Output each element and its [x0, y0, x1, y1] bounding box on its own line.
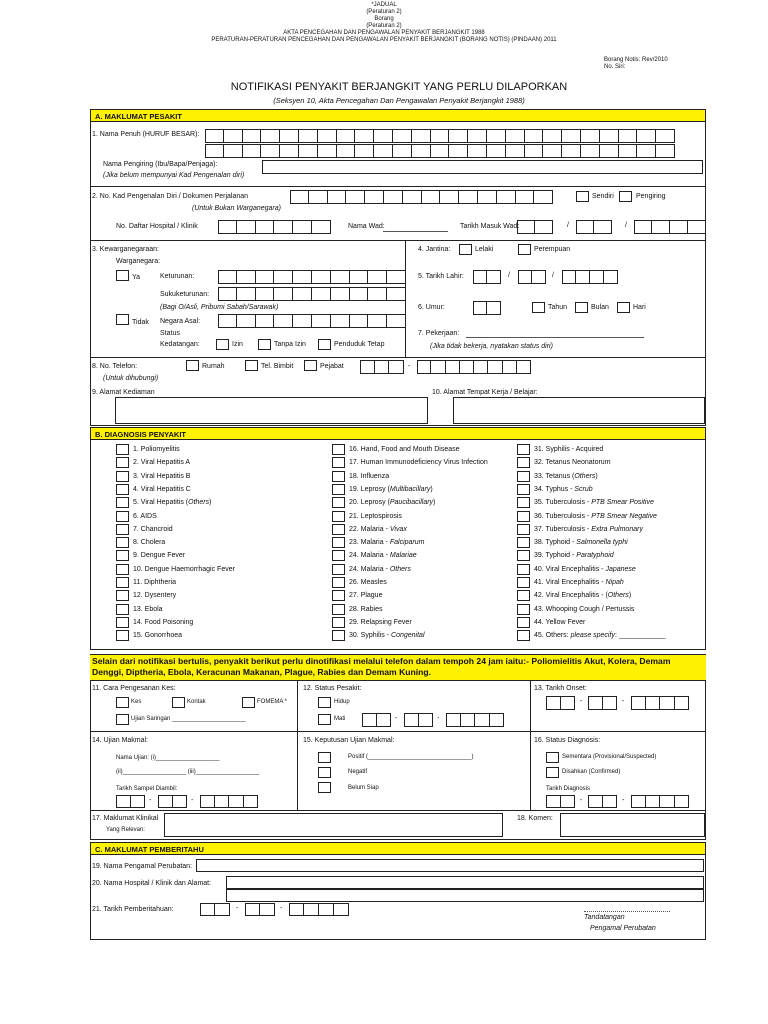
diagnosis-label: 20. Leprosy (Paucibacillary): [349, 499, 436, 507]
pengamal-input[interactable]: [196, 859, 704, 872]
diagnosis-checkbox[interactable]: [116, 484, 129, 495]
diagnosis-label: 28. Rabies: [349, 605, 383, 613]
diagnosis-checkbox[interactable]: [517, 550, 530, 561]
diagnosis-checkbox[interactable]: [517, 617, 530, 628]
tarikh-lahir-label: 5. Tarikh Lahir:: [418, 273, 464, 280]
tarikh-lahir-day[interactable]: [473, 270, 501, 284]
sukuketurunan-input[interactable]: [218, 287, 406, 301]
cara-pengesanan-label: 11. Cara Pengesanan Kes:: [92, 685, 176, 692]
diagnosis-label: 2. Viral Hepatitis A: [133, 459, 191, 467]
status-diagnosis-label: 16. Status Diagnosis:: [534, 737, 601, 744]
diagnosis-label: 43. Whooping Cough / Pertussis: [534, 605, 635, 613]
diagnosis-label: 23. Malaria - Falciparum: [349, 539, 425, 547]
section-c-header: C. MAKLUMAT PEMBERITAHU: [90, 842, 706, 855]
diagnosis-label: 13. Ebola: [133, 605, 163, 613]
page-subtitle: (Seksyen 10, Akta Pencegahan Dan Pengawalan Penyakit Berjangkit 1988): [273, 96, 525, 105]
kes-label: Kes: [131, 699, 142, 705]
signature-line[interactable]: [584, 911, 670, 912]
tarikh-diagnosis-label: Tarikh Diagnosis: [546, 786, 591, 792]
izin-checkbox[interactable]: [216, 339, 229, 350]
jadual-label: *JADUAL: [371, 2, 397, 8]
diagnosis-label: 14. Food Poisoning: [133, 618, 194, 626]
diagnosis-label: 39. Typhoid - Paratyphoid: [534, 552, 614, 560]
ujian-saringan-label: Ujian Saringan ______________________: [131, 716, 246, 722]
diagnosis-checkbox[interactable]: [116, 564, 129, 575]
mati-date-month[interactable]: [404, 713, 433, 727]
diagnosis-label: 27. Plague: [349, 592, 383, 600]
perempuan-checkbox[interactable]: [518, 244, 531, 255]
nama-penuh-label: 1. Nama Penuh (HURUF BESAR):: [92, 131, 200, 138]
diagnosis-label: 11. Diphtheria: [133, 579, 177, 586]
diagnosis-label: 22. Malaria - Vivax: [349, 525, 407, 533]
diagnosis-label: 41. Viral Encephalitis - Nipah: [534, 579, 624, 586]
alamat-kerja-label: 10. Alamat Tempat Kerja / Belajar:: [432, 389, 538, 396]
pekerjaan-note: (Jika tidak bekerja, nyatakan status diri): [430, 343, 553, 350]
jantina-label: 4. Jantina:: [418, 246, 451, 253]
hidup-label: Hidup: [334, 699, 350, 705]
negatif-checkbox[interactable]: [318, 767, 331, 778]
diagnosis-checkbox[interactable]: [332, 471, 345, 482]
diagnosis-checkbox[interactable]: [116, 537, 129, 548]
alamat-kediaman-input[interactable]: [115, 397, 428, 424]
penduduk-tetap-checkbox[interactable]: [318, 339, 331, 350]
tel-bimbit-label: Tel. Bimbit: [261, 363, 294, 370]
diagnosis-checkbox[interactable]: [116, 577, 129, 588]
komen-label: 18. Komen:: [517, 815, 553, 822]
diagnosis-label: 1. Poliomyelitis: [133, 446, 180, 453]
diagnosis-checkbox[interactable]: [517, 577, 530, 588]
diagnosis-label: 3. Viral Hepatitis B: [133, 472, 191, 480]
tarikh-diagnosis-month[interactable]: [588, 795, 617, 808]
nama-penuh-input-row2[interactable]: [205, 144, 675, 158]
sukuketurunan-note: (Bagi O/Asli, Pribumi Sabah/Sarawak): [160, 304, 279, 311]
ujian-saringan-checkbox[interactable]: [116, 714, 129, 725]
telefon-note: (Untuk dihubungi): [103, 375, 159, 382]
diagnosis-label: 40. Viral Encephalitis - Japanese: [534, 565, 636, 573]
diagnosis-label: 44. Yellow Fever: [534, 618, 586, 626]
diagnosis-label: 35. Tuberculosis - PTB Smear Positive: [534, 499, 654, 507]
alamat-kediaman-label: 9. Alamat Kediaman: [92, 389, 155, 396]
warganegara-ya-checkbox[interactable]: [116, 270, 129, 281]
mati-label: Mati: [334, 716, 346, 722]
izin-label: Izin: [232, 341, 243, 348]
diagnosis-checkbox[interactable]: [517, 564, 530, 575]
disahkan-checkbox[interactable]: [546, 767, 559, 778]
peraturan-label-2: (Peraturan 2): [366, 23, 402, 29]
tarikh-pemberitahuan-year[interactable]: [289, 903, 349, 916]
diagnosis-label: 45. Others: please specify: ____________: [534, 632, 666, 640]
tarikh-pemberitahuan-month[interactable]: [245, 903, 275, 916]
sementara-checkbox[interactable]: [546, 752, 559, 763]
diagnosis-label: 26. Measles: [349, 579, 387, 586]
diagnosis-checkbox[interactable]: [517, 471, 530, 482]
kad-pengenalan-label: 2. No. Kad Pengenalan Diri / Dokumen Perjalanan: [92, 193, 249, 200]
tahun-checkbox[interactable]: [532, 302, 545, 313]
diagnosis-checkbox[interactable]: [332, 524, 345, 535]
umur-input[interactable]: [473, 301, 501, 315]
diagnosis-checkbox[interactable]: [332, 590, 345, 601]
perempuan-label: Perempuan: [534, 246, 571, 253]
mati-checkbox[interactable]: [318, 714, 331, 725]
diagnosis-checkbox[interactable]: [517, 537, 530, 548]
tarikh-onset-day[interactable]: [546, 696, 575, 710]
keputusan-label: 15. Keputusan Ujian Makmal:: [303, 737, 395, 744]
diagnosis-checkbox[interactable]: [332, 444, 345, 455]
ya-label: Ya: [132, 274, 141, 281]
diagnosis-label: 32. Tetanus Neonatorum: [534, 459, 611, 467]
diagnosis-label: 34. Typhus - Scrub: [534, 485, 593, 493]
pejabat-label: Pejabat: [320, 363, 344, 370]
no-siri: No. Siri:: [604, 64, 626, 70]
tidak-label: Tidak: [132, 319, 149, 326]
diagnosis-checkbox[interactable]: [517, 457, 530, 468]
positif-label: Positif (_______________________________): [348, 754, 474, 760]
tarikh-masuk-wad-day[interactable]: [517, 220, 553, 234]
pejabat-checkbox[interactable]: [304, 360, 317, 371]
diagnosis-checkbox[interactable]: [517, 630, 530, 641]
telefon-number-input[interactable]: [417, 360, 531, 374]
alamat-kerja-input[interactable]: [453, 397, 705, 424]
sendiri-checkbox[interactable]: [576, 191, 589, 202]
form-reference: [604, 57, 668, 71]
diagnosis-label: 24. Malaria - Malariae: [349, 552, 417, 560]
sukuketurunan-label: Sukuketurunan:: [160, 291, 210, 298]
mati-date-year[interactable]: [446, 713, 504, 727]
section-a-header: A. MAKLUMAT PESAKIT: [90, 109, 706, 122]
diagnosis-label: 38. Typhoid - Salmonella typhi: [534, 539, 628, 547]
tarikh-pemberitahuan-label: 21. Tarikh Pemberitahuan:: [92, 906, 174, 913]
belum-siap-checkbox[interactable]: [318, 782, 331, 793]
diagnosis-label: 8. Cholera: [133, 539, 166, 547]
tarikh-masuk-wad-year[interactable]: [634, 220, 706, 234]
nama-pengiring-note: (Jika belum mempunyai Kad Pengenalan diri): [103, 172, 245, 179]
penduduk-tetap-label: Penduduk Tetap: [334, 341, 385, 348]
pekerjaan-label: 7. Pekerjaan:: [418, 330, 460, 337]
diagnosis-checkbox[interactable]: [332, 550, 345, 561]
tarikh-pemberitahuan-day[interactable]: [200, 903, 230, 916]
kedatangan-label: Kedatangan:: [160, 341, 200, 348]
tanpa-izin-checkbox[interactable]: [258, 339, 271, 350]
diagnosis-label: 10. Dengue Haemorrhagic Fever: [133, 565, 235, 573]
tarikh-lahir-year[interactable]: [562, 270, 618, 284]
tarikh-masuk-wad-label: Tarikh Masuk Wad:: [460, 223, 520, 230]
hidup-checkbox[interactable]: [318, 697, 331, 708]
akta-label: AKTA PENCEGAHAN DAN PENGAWALAN PENYAKIT BERJANGKIT 1988: [283, 30, 485, 36]
diagnosis-label: 42. Viral Encephalitis - (Others): [534, 592, 632, 600]
warganegara-label: Warganegara:: [116, 258, 161, 265]
diagnosis-label: 16. Hand, Food and Mouth Disease: [349, 446, 460, 453]
diagnosis-checkbox[interactable]: [517, 590, 530, 601]
belum-siap-label: Belum Siap: [348, 785, 379, 791]
yang-relevan-label: Yang Relevan:: [106, 827, 145, 833]
fomema-label: FOMEMA *: [257, 699, 288, 705]
tahun-label: Tahun: [548, 304, 568, 311]
diagnosis-label: 18. Influenza: [349, 472, 390, 480]
lelaki-label: Lelaki: [475, 246, 494, 253]
maklumat-klinikal-input[interactable]: [164, 813, 503, 837]
no-daftar-input[interactable]: [218, 220, 331, 234]
hari-label: Hari: [633, 304, 646, 311]
diagnosis-checkbox[interactable]: [332, 511, 345, 522]
pengiring-label: Pengiring: [636, 193, 666, 200]
diagnosis-label: 30. Syphilis - Congenital: [349, 632, 425, 640]
diagnosis-label: 29. Relapsing Fever: [349, 618, 412, 626]
diagnosis-label: 4. Viral Hepatitis C: [133, 485, 191, 493]
diagnosis-label: 15. Gonorrhoea: [133, 632, 183, 640]
bulan-label: Bulan: [591, 304, 609, 311]
tanpa-izin-label: Tanpa Izin: [274, 341, 306, 348]
keturunan-input[interactable]: [218, 270, 406, 284]
nama-ujian-label: Nama Ujian: (i)___________________: [116, 755, 220, 761]
diagnosis-label: 5. Viral Hepatitis (Others): [133, 499, 212, 507]
diagnosis-checkbox[interactable]: [332, 457, 345, 468]
diagnosis-checkbox[interactable]: [517, 604, 530, 615]
rumah-label: Rumah: [202, 363, 225, 370]
kad-pengenalan-input[interactable]: [290, 190, 553, 204]
diagnosis-checkbox[interactable]: [332, 577, 345, 588]
diagnosis-label: 9. Dengue Fever: [133, 552, 186, 560]
diagnosis-checkbox[interactable]: [517, 511, 530, 522]
tarikh-onset-year[interactable]: [631, 696, 689, 710]
diagnosis-checkbox[interactable]: [332, 564, 345, 575]
tarikh-lahir-month[interactable]: [518, 270, 546, 284]
nama-pengiring-input[interactable]: [262, 160, 703, 174]
diagnosis-label: 7. Chancroid: [133, 525, 173, 533]
diagnosis-label: 6. AIDS: [133, 512, 157, 520]
fomema-checkbox[interactable]: [242, 697, 255, 708]
diagnosis-checkbox[interactable]: [332, 484, 345, 495]
status-label: Status: [160, 330, 180, 337]
diagnosis-checkbox[interactable]: [116, 471, 129, 482]
diagnosis-label: 24. Malaria - Others: [349, 565, 411, 573]
diagnosis-checkbox[interactable]: [332, 537, 345, 548]
kontak-checkbox[interactable]: [172, 697, 185, 708]
diagnosis-checkbox[interactable]: [332, 497, 345, 508]
diagnosis-checkbox[interactable]: [116, 617, 129, 628]
section-b-header: B. DIAGNOSIS PENYAKIT: [90, 427, 706, 440]
umur-label: 6. Umur:: [418, 304, 445, 311]
kad-pengenalan-note: (Untuk Bukan Warganegara): [192, 205, 281, 212]
diagnosis-checkbox[interactable]: [517, 444, 530, 455]
nama-ujian-label-2: (ii)___________________ (iii)___________________: [116, 769, 260, 775]
tarikh-sampel-month[interactable]: [158, 795, 187, 808]
komen-input[interactable]: [560, 813, 705, 837]
diagnosis-checkbox[interactable]: [116, 511, 129, 522]
diagnosis-checkbox[interactable]: [116, 524, 129, 535]
telefon-label: 8. No. Telefon:: [92, 363, 138, 370]
disahkan-label: Disahkan (Confirmed): [562, 769, 621, 775]
pengamal-label: 19. Nama Pengamal Perubatan:: [92, 863, 193, 870]
diagnosis-checkbox[interactable]: [116, 604, 129, 615]
diagnosis-label: 36. Tuberculosis - PTB Smear Negative: [534, 512, 657, 520]
diagnosis-checkbox[interactable]: [517, 524, 530, 535]
status-pesakit-label: 12. Status Pesakit:: [303, 685, 362, 692]
tel-bimbit-checkbox[interactable]: [245, 360, 258, 371]
maklumat-klinikal-label: 17. Maklumat Klinikal: [92, 815, 159, 822]
page-title: NOTIFIKASI PENYAKIT BERJANGKIT YANG PERLU DILAPORKAN: [230, 81, 568, 93]
hari-checkbox[interactable]: [617, 302, 630, 313]
diagnosis-label: 33. Tetanus (Others): [534, 472, 598, 480]
diagnosis-checkbox[interactable]: [116, 444, 129, 455]
tarikh-diagnosis-year[interactable]: [631, 795, 689, 808]
mati-date-day[interactable]: [362, 713, 391, 727]
diagnosis-checkbox[interactable]: [517, 484, 530, 495]
diagnosis-checkbox[interactable]: [116, 550, 129, 561]
tarikh-onset-month[interactable]: [588, 696, 617, 710]
negara-asal-label: Negara Asal:: [160, 318, 201, 325]
diagnosis-label: 37. Tuberculosis - Extra Pulmonary: [534, 525, 643, 533]
borang-notis-rev: Borang Notis: Rev/2010: [604, 57, 668, 63]
tarikh-sampel-day[interactable]: [116, 795, 145, 808]
pengamal-perubatan-label: Pengamal Perubatan: [590, 925, 656, 932]
nama-pengiring-label: Nama Pengiring (Ibu/Bapa/Penjaga):: [103, 161, 218, 168]
sementara-label: Sementara (Provisional/Suspected): [562, 754, 657, 760]
tarikh-diagnosis-day[interactable]: [546, 795, 575, 808]
diagnosis-label: 12. Dysentery: [133, 592, 177, 600]
sendiri-label: Sendiri: [592, 193, 614, 200]
diagnosis-label: 17. Human Immunodeficiency Virus Infection: [349, 459, 488, 467]
kewarganegaraan-label: 3. Kewarganegaraan:: [92, 246, 159, 253]
diagnosis-checkbox[interactable]: [332, 617, 345, 628]
hospital-input-2[interactable]: [226, 889, 704, 902]
negatif-label: Negatif: [348, 769, 368, 775]
tarikh-sampel-year[interactable]: [200, 795, 258, 808]
diagnosis-checkbox[interactable]: [332, 604, 345, 615]
diagnosis-checkbox[interactable]: [332, 630, 345, 641]
tarikh-masuk-wad-month[interactable]: [576, 220, 612, 234]
diagnosis-checkbox[interactable]: [517, 497, 530, 508]
keturunan-label: Keturunan:: [160, 273, 195, 280]
nama-penuh-input-row1[interactable]: [205, 129, 675, 143]
tandatangan-label: Tandatangan: [584, 914, 625, 921]
kes-checkbox[interactable]: [116, 697, 129, 708]
diagnosis-label: 21. Leptospirosis: [349, 512, 402, 520]
diagnosis-checkbox[interactable]: [116, 457, 129, 468]
rumah-checkbox[interactable]: [186, 360, 199, 371]
lelaki-checkbox[interactable]: [459, 244, 472, 255]
peraturan-label: (Peraturan 2): [366, 9, 402, 15]
diagnosis-checkbox[interactable]: [116, 590, 129, 601]
hospital-label: 20. Nama Hospital / Klinik dan Alamat:: [92, 880, 212, 887]
diagnosis-label: 31. Syphilis - Acquired: [534, 446, 604, 453]
telefon-notification-notice: Selain dari notifikasi bertulis, penyakit berikut perlu dinotifikasi melalui telefon dalam tempoh 24 jam iaitu:- Poliomielitis Akut, Kolera, Demam Denggi, Diptheria, Ebola, Keracunan Makanan, Plague, Rabies dan Demam Kuning.: [90, 654, 706, 680]
no-daftar-label: No. Daftar Hospital / Klinik: [116, 223, 198, 230]
peraturan-full-label: PERATURAN-PERATURAN PENCEGAHAN DAN PENGAWALAN PENYAKIT BERJANGKIT (BORANG NOTIS) (PINDAAN) 2011: [211, 37, 557, 43]
tarikh-onset-label: 13. Tarikh Onset:: [534, 685, 587, 692]
warganegara-tidak-checkbox[interactable]: [116, 314, 129, 325]
diagnosis-label: 19. Leprosy (Multibacillary): [349, 485, 433, 493]
telefon-prefix-input[interactable]: [360, 360, 404, 374]
form-header: [0, 2, 768, 44]
diagnosis-checkbox[interactable]: [116, 497, 129, 508]
bulan-checkbox[interactable]: [575, 302, 588, 313]
negara-asal-input[interactable]: [218, 314, 406, 328]
hospital-input-1[interactable]: [226, 876, 704, 889]
tarikh-sampel-label: Tarikh Sampel Diambil:: [116, 786, 178, 792]
positif-checkbox[interactable]: [318, 752, 331, 763]
pengiring-checkbox[interactable]: [619, 191, 632, 202]
borang-label: Borang: [374, 16, 394, 22]
diagnosis-checkbox[interactable]: [116, 630, 129, 641]
kontak-label: Kontak: [187, 699, 206, 705]
nama-wad-label: Nama Wad:: [348, 223, 385, 230]
ujian-makmal-label: 14. Ujian Makmal:: [92, 737, 149, 744]
